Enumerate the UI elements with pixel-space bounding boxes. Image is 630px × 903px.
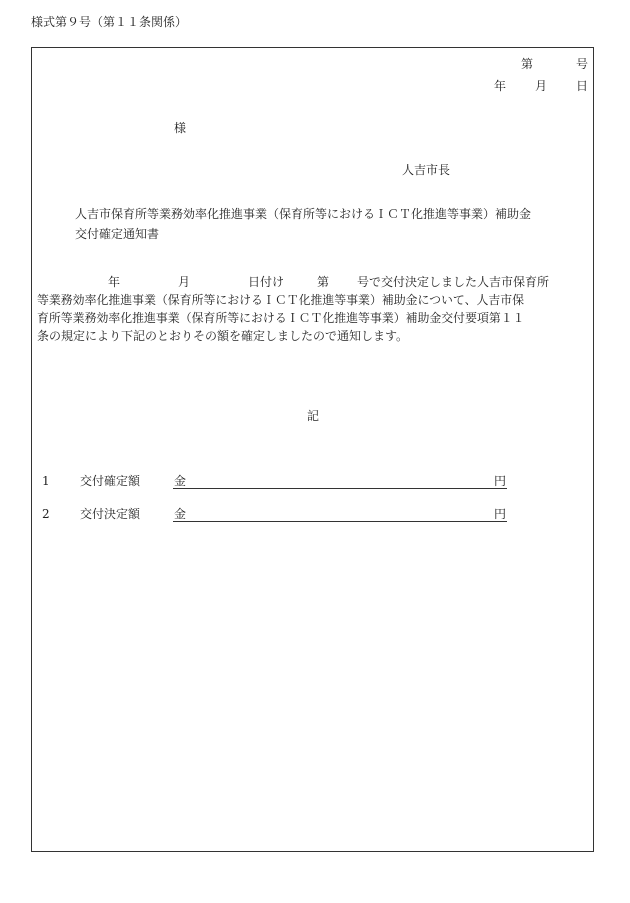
ref-day: 日付け [248, 275, 285, 289]
amount-prefix: 金 [174, 474, 187, 488]
item-label: 交付確定額 [80, 474, 141, 488]
ki-heading: 記 [307, 409, 320, 423]
date-day: 日 [576, 79, 589, 93]
number-go: 号 [576, 57, 589, 71]
amount-suffix: 円 [494, 507, 507, 521]
amount-suffix: 円 [494, 474, 507, 488]
ref-month: 月 [178, 275, 191, 289]
document-frame [31, 47, 594, 852]
addressee-sama: 様 [174, 121, 187, 135]
date-month: 月 [535, 79, 548, 93]
ref-dai: 第 [317, 275, 330, 289]
item-number: 1 [42, 474, 50, 488]
sender-mayor: 人吉市長 [402, 163, 451, 177]
amount-underline [173, 488, 507, 489]
amount-prefix: 金 [174, 507, 187, 521]
body-line3: 育所等業務効率化推進事業（保育所等におけるＩＣＴ化推進等事業）補助金交付要項第１１ [37, 311, 525, 325]
form-label: 様式第９号（第１１条関係） [31, 15, 188, 29]
document-title-line1: 人吉市保育所等業務効率化推進事業（保育所等におけるＩＣＴ化推進等事業）補助金 [75, 207, 532, 221]
amount-underline [173, 521, 507, 522]
ref-year: 年 [108, 275, 121, 289]
body-line2: 等業務効率化推進事業（保育所等におけるＩＣＴ化推進等事業）補助金について、人吉市保 [37, 293, 525, 307]
number-dai: 第 [521, 57, 534, 71]
date-year: 年 [494, 79, 507, 93]
body-line4: 条の規定により下記のとおりその額を確定しましたので通知します。 [37, 329, 409, 343]
item-label: 交付決定額 [80, 507, 141, 521]
document-title-line2: 交付確定通知書 [75, 227, 160, 241]
item-number: 2 [42, 507, 50, 521]
body-line1: 号で交付決定しました人吉市保育所 [357, 275, 550, 289]
